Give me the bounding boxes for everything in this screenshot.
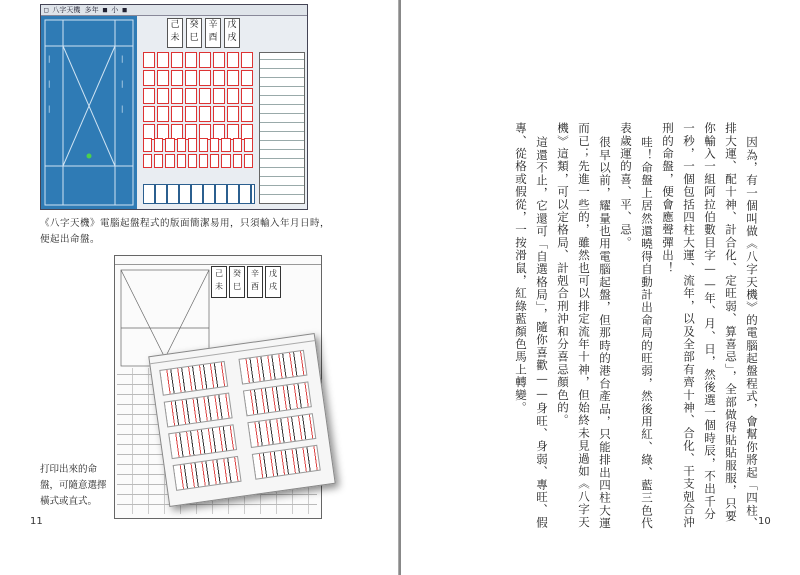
side-table (259, 52, 305, 204)
printed-sheet-overlay (148, 333, 336, 507)
pillar-columns (167, 18, 240, 46)
paragraph-3: 很早以前，耀量也用電腦起盤，但那時的港台產品，只能排出四柱大運而已；先進一些的，雖然也可以排定流年十神，但始終未見過如《八字天機》這類，可以定格局、計剋合刑沖和分喜忌顏色的。 (556, 122, 612, 530)
right-page (401, 0, 800, 575)
print-header-rule (115, 256, 321, 265)
left-page (0, 0, 399, 575)
chart-diagram-panel (41, 16, 137, 209)
palace-diagram (41, 16, 137, 209)
pillar-day: 辛酉 (205, 18, 221, 48)
print-pillar-month: 癸巳 (229, 266, 245, 298)
page-number-right: 10 (758, 516, 771, 527)
svg-text:|: | (48, 105, 51, 113)
figure2-caption: 打印出來的命盤，可隨意選擇橫式或直式。 (40, 464, 107, 507)
print-pillar-year: 己未 (211, 266, 227, 298)
svg-text:|: | (48, 55, 51, 63)
pillar-month: 癸巳 (186, 18, 202, 48)
annual-grid (143, 138, 253, 168)
sheet-block (243, 381, 312, 416)
figure1-caption: 《八字天機》電腦起盤程式的版面簡潔易用，只須輸入年月日時，便起出命盤。 (40, 218, 331, 245)
bottom-bar (143, 184, 255, 204)
svg-text:|: | (48, 80, 51, 88)
pillar-hour: 戊戌 (224, 18, 240, 48)
sheet-block (247, 413, 316, 448)
sheet-block (164, 393, 233, 428)
svg-text:|: | (121, 105, 124, 113)
print-pillar-columns (211, 266, 281, 298)
page-number-left: 11 (30, 516, 43, 527)
paragraph-4: 這還不止，它還可「自選格局」，隨你喜歡——身旺、身弱、專旺、假專、從格或假從，一按滑鼠，紅綠藍顏色馬上轉變。 (514, 122, 549, 529)
paragraph-2: 哇！命盤上居然還曉得自動計出命局的旺弱，然後用紅、綠、藍三色代表歲運的喜、平、忌。 (619, 122, 654, 530)
screenshot-titlebar: □ 八字天機 多年 ■ 小 ■ (41, 5, 307, 16)
sheet-block (252, 445, 321, 480)
sheet-block (159, 361, 228, 396)
paragraph-1: 因為，有一個叫做《八字天機》的電腦起盤程式，會幫你將起「四柱、排大運、配十神、計合化、定旺弱、算喜忌」，全部做得貼貼服服，只要你輸入一組阿拉伯數目字——年、月、日，然後選一個時辰，不出千分一秒，一個包括四柱大運、流年，以及全部有齊十神、合化、干支剋合沖刑的命盤，便會應聲彈出！ (661, 122, 759, 530)
program-screenshot (40, 4, 308, 210)
luck-grid (143, 52, 253, 140)
body-text (510, 122, 762, 530)
pillar-year: 己未 (167, 18, 183, 48)
svg-text:|: | (121, 55, 124, 63)
svg-text:|: | (121, 80, 124, 88)
sheet-block (168, 424, 237, 459)
print-pillar-day: 辛酉 (247, 266, 263, 298)
sheet-block (173, 456, 242, 491)
sheet-block (238, 350, 307, 385)
print-pillar-hour: 戊戌 (265, 266, 281, 298)
result-panel (137, 16, 307, 209)
